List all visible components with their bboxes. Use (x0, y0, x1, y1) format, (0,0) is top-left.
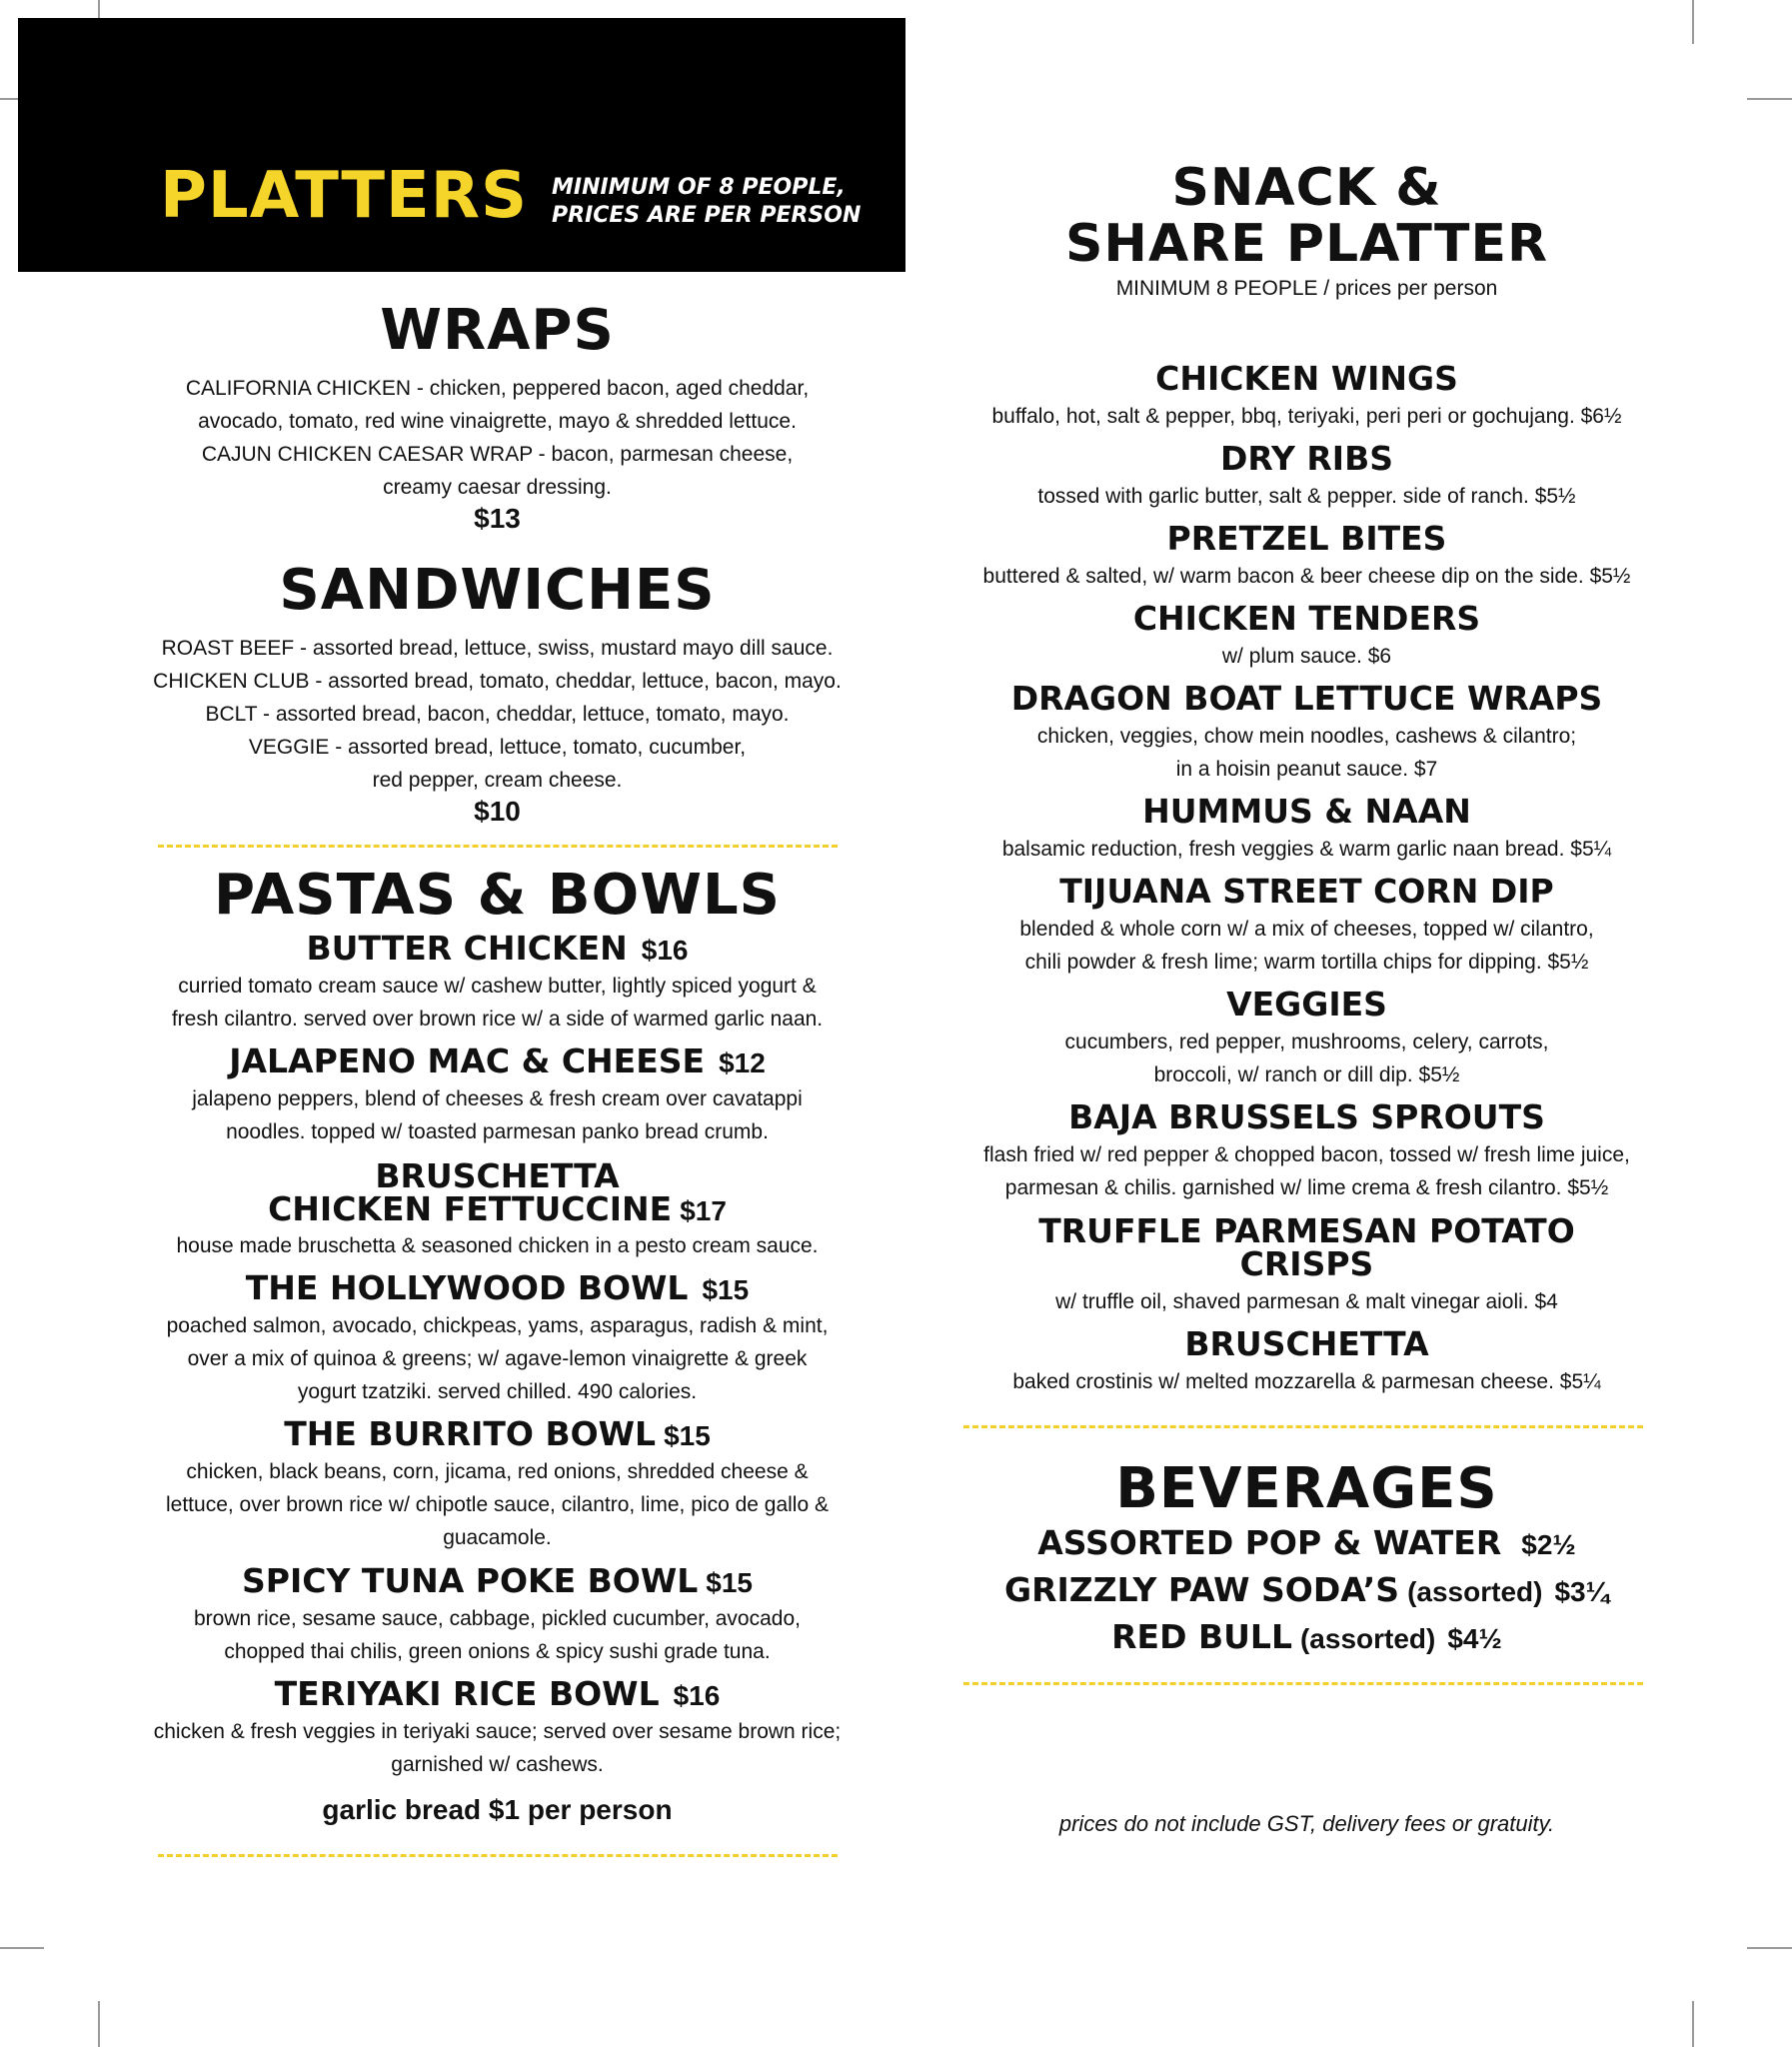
snack-heading-line1: SNACK & (1171, 158, 1442, 218)
snack-item-description: balsamic reduction, fresh veggies & warm garlic naan bread. $5¼ (1001, 838, 1612, 861)
menu-item-price: $15 (664, 1420, 711, 1451)
right-column (939, 0, 1674, 2047)
snack-item-name: CHICKEN WINGS (1155, 359, 1458, 398)
garlic-bread-note: garlic bread $1 per person (322, 1794, 673, 1825)
sandwiches-price: $10 (474, 796, 521, 827)
crop-mark (98, 2001, 100, 2047)
snack-item-description: buttered & salted, w/ warm bacon & beer cheese dip on the side. $5½ (982, 565, 1631, 588)
beverage-price: $3¼ (1554, 1576, 1609, 1607)
snack-item-description: buffalo, hot, salt & pepper, bbq, teriyaki, peri peri or gochujang. $6½ (991, 405, 1622, 428)
snack-item-description: flash fried w/ red pepper & chopped bacon, tossed w/ fresh lime juice, parmesan & chilis. garnished w/ lime crema & fresh cilantro. $5½ (983, 1143, 1630, 1199)
menu-item-description: jalapeno peppers, blend of cheeses & fresh cream over cavatappi noodles. topped w/ toasted parmesan panko bread crumb. (192, 1087, 803, 1143)
wraps-heading: WRAPS (380, 298, 615, 363)
snack-item-description: tossed with garlic butter, salt & pepper. side of ranch. $5½ (1037, 485, 1576, 508)
beverage-item: RED BULL (assorted) $4½ (1111, 1617, 1502, 1656)
crop-mark (1747, 98, 1792, 100)
menu-item-name-line1: BRUSCHETTA (375, 1156, 620, 1195)
sandwiches-heading: SANDWICHES (279, 558, 716, 623)
left-column (130, 0, 865, 2047)
snack-item-name: CHICKEN TENDERS (1132, 599, 1481, 638)
divider (158, 845, 838, 848)
wraps-price: $13 (474, 503, 521, 534)
menu-item-name: SPICY TUNA POKE BOWL $15 (242, 1561, 753, 1600)
menu-item-price: $16 (641, 935, 689, 966)
pricing-footnote: prices do not include GST, delivery fees or gratuity. (1058, 1811, 1555, 1836)
sandwiches-description: ROAST BEEF - assorted bread, lettuce, swiss, mustard mayo dill sauce. CHICKEN CLUB - assorted bread, tomato, cheddar, lettuce, bacon, mayo. BCLT - assorted bread, bacon, cheddar, lettuce, tomato, mayo. VEGGIE - assorted bread, lettuce, tomato, cucumber, red pepper, cream cheese. (153, 637, 842, 792)
menu-item-description: poached salmon, avocado, chickpeas, yams, asparagus, radish & mint, over a mix of quinoa & greens; w/ agave-lemon vinaigrette & greek yogurt tzatziki. served chilled. 490 calories. (166, 1314, 829, 1403)
snack-item-description: w/ truffle oil, shaved parmesan & malt vinegar aioli. $4 (1055, 1290, 1558, 1313)
snack-item-name: HUMMUS & NAAN (1142, 792, 1471, 831)
snack-item-description: cucumbers, red pepper, mushrooms, celery, carrots, broccoli, w/ ranch or dill dip. $5½ (1064, 1030, 1549, 1086)
wraps-description: CALIFORNIA CHICKEN - chicken, peppered bacon, aged cheddar, avocado, tomato, red wine vinaigrette, mayo & shredded lettuce. CAJUN CHICKEN CAESAR WRAP - bacon, parmesan cheese, creamy caesar dressing. (185, 377, 810, 499)
snack-item-name: BAJA BRUSSELS SPROUTS (1068, 1097, 1545, 1136)
snack-item-name: DRY RIBS (1220, 439, 1393, 478)
menu-item-name: THE BURRITO BOWL $15 (284, 1414, 711, 1453)
crop-mark (0, 1947, 44, 1949)
divider (963, 1682, 1643, 1685)
menu-item-price: $17 (680, 1195, 727, 1226)
snack-item-name: DRAGON BOAT LETTUCE WRAPS (1010, 679, 1603, 718)
menu-item-description: brown rice, sesame sauce, cabbage, pickled cucumber, avocado, chopped thai chilis, green onions & spicy sushi grade tuna. (193, 1607, 801, 1663)
beverage-item: ASSORTED POP & WATER $2½ (1037, 1523, 1576, 1562)
beverage-price: $2½ (1521, 1529, 1576, 1560)
crop-mark (1692, 2001, 1694, 2047)
menu-item-description: curried tomato cream sauce w/ cashew butter, lightly spiced yogurt & fresh cilantro. served over brown rice w/ a side of warmed garlic naan. (171, 975, 824, 1030)
menu-item-price: $16 (673, 1680, 721, 1711)
menu-item-name: THE HOLLYWOOD BOWL $15 (245, 1268, 750, 1307)
divider (963, 1425, 1643, 1428)
menu-item-name: TERIYAKI RICE BOWL $16 (274, 1674, 721, 1713)
snack-item-name: TIJUANA STREET CORN DIP (1059, 872, 1554, 911)
snack-heading-line2: SHARE PLATTER (1064, 214, 1549, 274)
menu-item-price: $15 (702, 1274, 750, 1305)
beverages-heading: BEVERAGES (1115, 1456, 1498, 1521)
beverage-note: (assorted) (1299, 1623, 1436, 1654)
snack-item-description: chicken, veggies, chow mein noodles, cashews & cilantro; in a hoisin peanut sauce. $7 (1036, 725, 1577, 781)
snack-item-description: blended & whole corn w/ a mix of cheeses, topped w/ cilantro, chili powder & fresh lime; warm tortilla chips for dipping. $5½ (1019, 918, 1594, 974)
snack-item-name: VEGGIES (1226, 985, 1387, 1024)
snack-item-name: BRUSCHETTA (1184, 1324, 1429, 1363)
snack-item-name-line1: TRUFFLE PARMESAN POTATO (1038, 1211, 1575, 1250)
beverage-note: (assorted) (1407, 1576, 1543, 1607)
beverage-price: $4½ (1447, 1623, 1502, 1654)
menu-item-description: chicken, black beans, corn, jicama, red onions, shredded cheese & lettuce, over brown rice w/ chipotle sauce, cilantro, lime, pico de gallo & guacamole. (166, 1460, 829, 1549)
snack-item-description: w/ plum sauce. $6 (1221, 645, 1392, 668)
crop-mark (1747, 1947, 1792, 1949)
snack-subtitle: MINIMUM 8 PEOPLE / prices per person (1115, 277, 1498, 300)
snack-item-name: PRETZEL BITES (1166, 519, 1447, 558)
pastas-heading: PASTAS & BOWLS (214, 863, 781, 928)
beverage-item: GRIZZLY PAW SODA’S (assorted) $3¼ (1004, 1570, 1609, 1609)
menu-item-price: $15 (706, 1567, 753, 1598)
crop-mark (1692, 0, 1694, 44)
banner-subtitle: MINIMUM OF 8 PEOPLE, PRICES ARE PER PERSON (552, 175, 862, 228)
menu-item-name: JALAPENO MAC & CHEESE $12 (229, 1041, 766, 1080)
menu-item-price: $12 (719, 1047, 766, 1078)
snack-item-name: CRISPS (1239, 1244, 1374, 1283)
menu-item-name: BUTTER CHICKEN $16 (306, 929, 689, 968)
snack-item-description: baked crostinis w/ melted mozzarella & parmesan cheese. $5¼ (1012, 1370, 1601, 1393)
divider (158, 1854, 838, 1857)
menu-item-name: CHICKEN FETTUCCINE $17 (268, 1189, 727, 1228)
menu-item-description: house made bruschetta & seasoned chicken in a pesto cream sauce. (176, 1234, 819, 1257)
menu-item-description: chicken & fresh veggies in teriyaki sauce; served over sesame brown rice; garnished w/ cashews. (153, 1720, 842, 1776)
banner-title: PLATTERS (160, 159, 529, 233)
